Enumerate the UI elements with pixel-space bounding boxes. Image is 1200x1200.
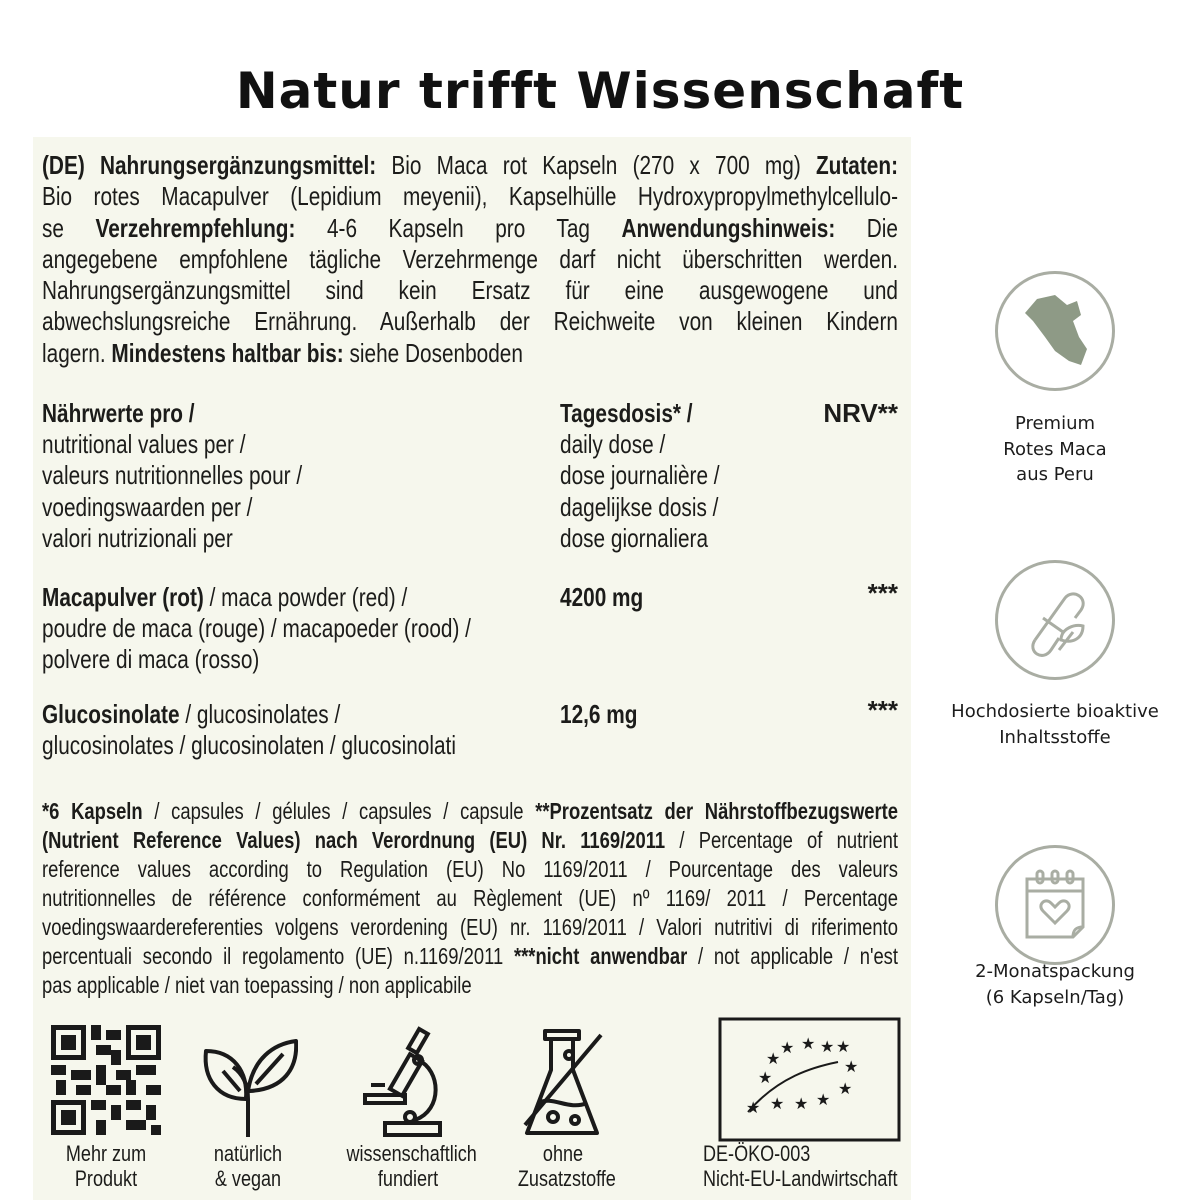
text: abwechslungsreiche Ernährung. Außerhalb der Reichweite von kleinen Kindern <box>42 306 898 337</box>
text: dose giornaliera <box>560 522 709 553</box>
bold-text: ***nicht anwendbar <box>513 943 688 969</box>
bold-text: Zutaten: <box>815 150 898 180</box>
nutrition-row-dose: 12,6 mg <box>560 699 638 729</box>
text-line <box>42 429 302 460</box>
text: Bio rotes Macapulver (Lepidium meyenii), Kapselhülle Hydroxypropylmethylcellulo- <box>42 181 898 212</box>
nutrition-header-per <box>42 398 302 554</box>
svg-text:★: ★ <box>770 1094 785 1113</box>
bold-text: **Prozentsatz der Nährstoffbezugswerte <box>535 798 899 824</box>
text-line <box>42 826 898 855</box>
capsule-leaf-icon <box>995 560 1115 680</box>
bold-text: Tagesdosis* / <box>560 398 693 428</box>
feature-label: Premium Rotes Maca aus Peru <box>1003 413 1107 485</box>
badge-label: ohne Zusatzstoffe <box>517 1141 616 1191</box>
svg-text:★: ★ <box>838 1079 853 1098</box>
text: reference values according to Regulation (EU) No 1169/2011 / Pourcentage des valeurs <box>42 856 898 882</box>
svg-text:★: ★ <box>766 1049 781 1068</box>
microscope-icon <box>363 1025 453 1145</box>
svg-text:★: ★ <box>746 1098 761 1117</box>
svg-text:★: ★ <box>820 1037 835 1056</box>
text-line <box>42 613 471 644</box>
eu-organic-leaf-icon <box>718 1017 901 1147</box>
text-line <box>42 644 471 675</box>
nutrition-row-name <box>42 699 456 761</box>
svg-text:★: ★ <box>836 1037 851 1056</box>
svg-text:★: ★ <box>801 1034 816 1053</box>
text-line <box>560 429 720 460</box>
text: / not applicable / n'est <box>687 943 898 969</box>
text-line <box>42 913 898 942</box>
text: / maca powder (red) / <box>203 582 408 612</box>
text-line <box>42 942 898 971</box>
page-title: Natur trifft Wissenschaft <box>235 62 965 120</box>
text-line <box>42 492 302 523</box>
text-line <box>42 306 898 337</box>
text: voedingswaardereferenties volgens verordening (EU) nr. 1169/2011 / Valori nutritivi di riferimento <box>42 914 898 940</box>
text: poudre de maca (rouge) / macapoeder (rood) / <box>42 613 471 644</box>
svg-text:★: ★ <box>758 1068 773 1087</box>
text: valeurs nutritionnelles pour / <box>42 460 303 491</box>
text-line <box>560 523 720 554</box>
peru-map-icon <box>995 271 1115 391</box>
text-line <box>42 150 898 181</box>
text-line <box>42 797 898 826</box>
badge-label: DE-ÖKO-003 Nicht-EU-Landwirtschaft <box>703 1141 898 1191</box>
text-line <box>42 971 898 1000</box>
nutrition-row-nrv: *** <box>867 578 898 608</box>
bold-text: Glucosinolate <box>42 699 180 729</box>
text-line <box>42 730 456 761</box>
text: percentuali secondo il regolamento (UE) n.1169/2011 <box>42 943 514 969</box>
text: Die <box>835 212 898 243</box>
text-line <box>42 699 456 730</box>
svg-text:★: ★ <box>780 1038 795 1057</box>
svg-text:★: ★ <box>844 1057 859 1076</box>
nutrition-header-dose <box>560 398 720 554</box>
bold-text: (DE) Nahrungsergänzungsmittel: <box>42 150 377 180</box>
text: pas applicable / niet van toepassing / non applicabile <box>42 972 472 998</box>
leaf-sprout-icon <box>198 1029 298 1144</box>
bold-text: Anwendungshinweis: <box>621 212 836 243</box>
text: Nahrungsergänzungsmittel sind kein Ersatz für eine ausgewogene und <box>42 275 898 306</box>
nutrition-row-dose: 4200 mg <box>560 582 644 612</box>
calendar-heart-icon <box>995 845 1115 965</box>
text: polvere di maca (rosso) <box>42 644 260 675</box>
badge-label: natürlich & vegan <box>213 1141 283 1191</box>
text: / glucosinolates / <box>179 699 341 729</box>
text-line <box>42 398 302 429</box>
ingredients-text <box>42 150 898 369</box>
text: voedingswaarden per / <box>42 491 253 522</box>
text: valori nutrizionali per <box>42 522 233 553</box>
text: 4-6 Kapseln pro Tag <box>295 212 622 243</box>
text-line <box>42 338 898 369</box>
qr-code-icon[interactable] <box>51 1025 161 1140</box>
text: angegebene empfohlene tägliche Verzehrmenge darf nicht überschritten werden. <box>42 243 898 274</box>
text-line <box>42 213 898 244</box>
text-line <box>42 181 898 212</box>
text-line <box>42 523 302 554</box>
bold-text: Mindestens haltbar bis: <box>111 337 344 368</box>
text-line <box>42 460 302 491</box>
text: glucosinolates / glucosinolaten / glucosinolati <box>42 730 456 761</box>
svg-text:★: ★ <box>794 1094 809 1113</box>
nutrition-row-name <box>42 582 471 676</box>
badge-label: Mehr zum Produkt <box>65 1141 147 1191</box>
text: Bio Maca rot Kapseln (270 x 700 mg) <box>376 150 816 180</box>
text-line <box>42 244 898 275</box>
text: se <box>42 212 96 243</box>
text: daily dose / <box>560 429 666 460</box>
bold-text: Verzehrempfehlung: <box>95 212 296 243</box>
feature-label: 2-Monatspackung (6 Kapseln/Tag) <box>975 961 1135 1008</box>
bold-text: Macapulver (rot) <box>42 582 204 612</box>
feature-label: Hochdosierte bioaktive Inhaltsstoffe <box>951 701 1159 748</box>
text-line <box>560 460 720 491</box>
text-line <box>42 855 898 884</box>
text-line <box>42 582 471 613</box>
text: nutritionnelles de référence conformément au Règlement (UE) nº 1169/ 2011 / Percentage <box>42 885 898 911</box>
footnotes <box>42 797 898 1000</box>
text: / Percentage of nutrient <box>665 827 898 853</box>
text-line <box>42 884 898 913</box>
text: / capsules / gélules / capsules / capsule <box>142 798 536 824</box>
text: siehe Dosenboden <box>343 337 523 368</box>
nutrition-row-nrv: *** <box>867 695 898 725</box>
text-line <box>560 492 720 523</box>
bold-text: Nährwerte pro / <box>42 398 195 428</box>
nutrition-header-nrv: NRV** <box>823 398 898 428</box>
text: lagern. <box>42 337 112 368</box>
text: dose journalière / <box>560 460 720 491</box>
svg-text:★: ★ <box>816 1090 831 1109</box>
product-label-panel <box>33 137 911 1200</box>
text: dagelijkse dosis / <box>560 491 719 522</box>
bold-text: *6 Kapseln <box>42 798 143 824</box>
badge-label: wissenschaftlich fundiert <box>346 1141 477 1191</box>
text-line <box>560 398 720 429</box>
crossed-flask-icon <box>523 1025 603 1145</box>
text: nutritional values per / <box>42 429 246 460</box>
bold-text: (Nutrient Reference Values) nach Verordnung (EU) Nr. 1169/2011 <box>42 827 666 853</box>
text-line <box>42 275 898 306</box>
